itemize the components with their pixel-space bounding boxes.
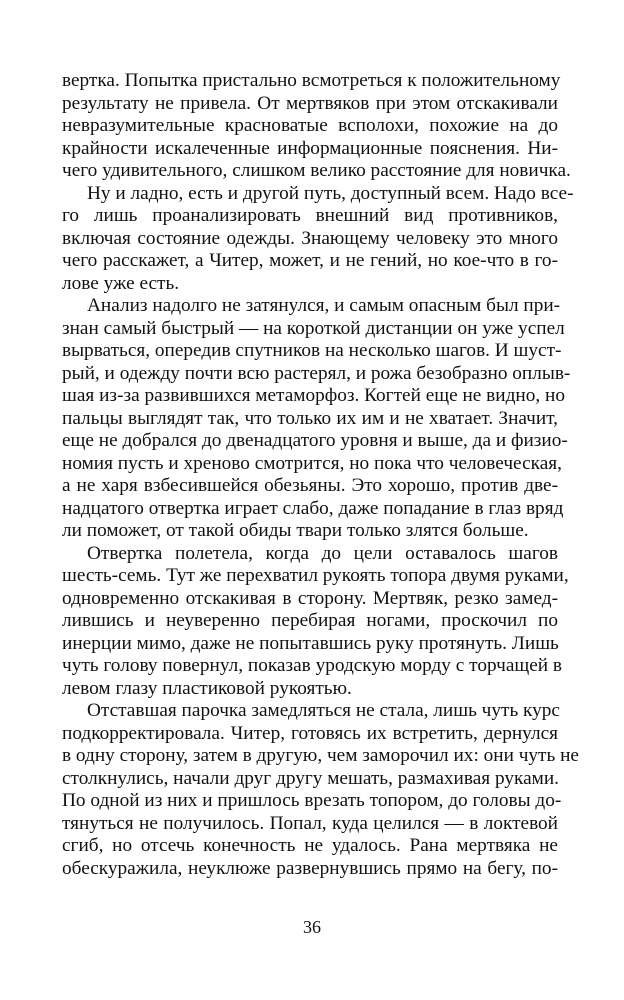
text-line: Ну и ладно, есть и другой путь, доступный всем. Надо все-: [87, 182, 574, 204]
text-line: Отвертка полетела, когда до цели оставалось шагов: [87, 542, 558, 564]
text-line: еще не добрался до двенадцатого уровня и выше, да и физио-: [62, 430, 568, 451]
paragraph-2: [62, 182, 574, 296]
paragraph-4: [62, 542, 569, 701]
text-line: чуть голову повернул, показав уродскую морду с торчащей в: [62, 655, 563, 676]
paragraph-1: [62, 70, 571, 183]
text-line: крайности искалеченные информационные пояснения. Ни-: [62, 137, 558, 159]
text-line: Анализ надолго не затянулся, и самым опасным был при-: [87, 295, 561, 316]
text-line: По одной из них и пришлось врезать топором, до головы до-: [62, 790, 562, 811]
text-line: подкорректировала. Читер, готовясь их встретить, дернулся: [62, 722, 558, 744]
text-line: лове уже есть.: [62, 272, 180, 294]
text-line: номия пусть и хреново смотрится, но пока что человеческая,: [62, 452, 562, 474]
text-line: го лишь проанализировать внешний вид противников,: [62, 205, 558, 226]
paragraph-3: [62, 295, 571, 543]
text-line: левом глазу пластиковой рукоятью.: [62, 677, 352, 699]
text-line: инерции мимо, даже не попытавшись руку протянуть. Лишь: [62, 632, 559, 654]
text-line: одновременно отскакивая в сторону. Мертвяк, резко замед-: [62, 587, 558, 609]
paragraph-5: [62, 700, 579, 880]
text-line: обескуражила, неуклюже развернувшись прямо на бегу, по-: [62, 857, 558, 879]
text-line: невразумительные красноватые всполохи, похожие на до: [62, 115, 558, 136]
text-line: надцатого отвертка играет слабо, даже попадание в глаз вряд: [62, 497, 564, 519]
text-line: знан самый быстрый — на короткой дистанции он уже успел: [62, 317, 565, 339]
text-line: шая из-за развившихся метаморфоз. Когтей еще не видно, но: [62, 385, 565, 406]
text-line: шесть-семь. Тут же перехватил рукоять топора двумя руками,: [62, 565, 569, 586]
text-line: тянуться не получилось. Попал, куда целился — в локтевой: [62, 812, 558, 834]
text-line: а не харя взбесившейся обезьяны. Это хорошо, против две-: [62, 475, 558, 496]
page-number: 36: [303, 917, 321, 937]
text-line: столкнулись, начали друг другу мешать, размахивая руками.: [62, 767, 559, 789]
text-line: сгиб, но отсечь конечность не удалось. Рана мертвяка не: [62, 835, 558, 856]
text-line: результату не привела. От мертвяков при этом отскакивали: [62, 92, 558, 114]
text-line: включая состояние одежды. Знающему человеку это много: [62, 227, 558, 249]
text-line: вертка. Попытка пристально всмотреться к положительному: [62, 70, 561, 91]
text-line: рый, и одежду почти всю растерял, и рожа безобразно оплыв-: [62, 362, 571, 384]
text-line: в одну сторону, затем в другую, чем заморочил их: они чуть не: [62, 745, 579, 766]
text-line: лившись и неуверенно перебирая ногами, проскочил по: [62, 610, 558, 631]
text-line: чего удивительного, слишком велико расстояние для новичка.: [62, 160, 571, 181]
text-line: ли поможет, от такой обиды твари только злятся больше.: [62, 520, 529, 541]
body-text: [62, 70, 579, 880]
text-line: пальцы выглядят так, что только их им и не хватает. Значит,: [62, 407, 558, 429]
text-line: чего расскажет, а Читер, может, и не гений, но кое-что в го-: [62, 250, 558, 271]
text-line: вырваться, опередив спутников на несколько шагов. И шуст-: [62, 340, 562, 361]
text-line: Отставшая парочка замедляться не стала, лишь чуть курс: [87, 700, 560, 721]
